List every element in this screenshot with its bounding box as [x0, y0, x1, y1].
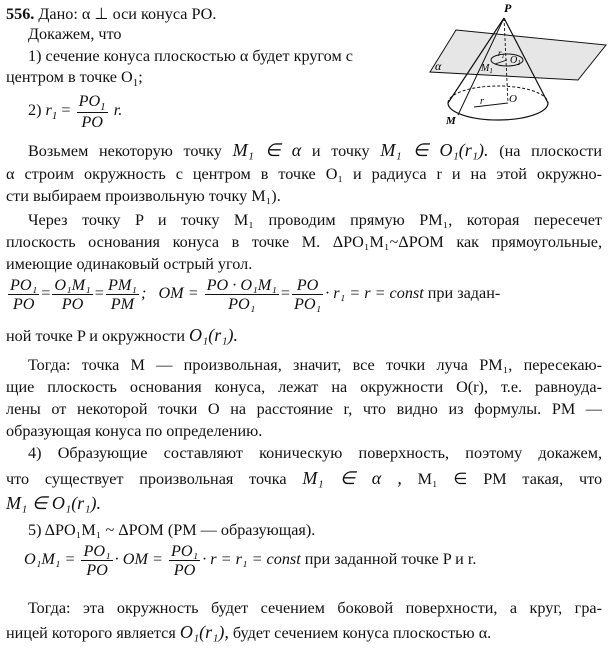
- p2-line-1: Через точку P и точку M₁ проводим прямую PM₁, которая пересечет: [28, 211, 602, 229]
- p1-text-a: Возьмем некоторую точку: [28, 142, 222, 160]
- eq1-frac-3-den: PM: [110, 295, 135, 313]
- claim-2-r: r: [45, 101, 52, 120]
- claim-2-tail: r.: [113, 101, 123, 120]
- given-text: Дано: α ⊥ оси конуса РО.: [38, 5, 217, 23]
- p3-line-3: лены от некоторой точки O на расстояние r, что видно из формулы. PM —: [6, 400, 602, 418]
- p4-formula-m1-in-alpha: M₁ ∈ α ,: [302, 468, 402, 488]
- p1-line-2: α строим окружность с центром в точке O₁ и радиуса r и на этой окружно-: [6, 165, 602, 183]
- plane-alpha: [430, 30, 606, 80]
- equation-1: $\frac{\text{PO₁}}{PO}$ = $\frac{\text{O₁M₁}}{PO}$ = $\frac{\text{PM₁}}{PM}$ ; OM = $\frac{\text{PO · O₁M₁}}{\text{PO₁}}$ = $\frac{PO}{\text{PO₁}}$ · r₁ = r = const при задан-: [10, 276, 501, 313]
- label-alpha: α: [435, 59, 442, 73]
- eq2-mid: · OM =: [114, 550, 163, 569]
- eq1-frac-4: [205, 276, 279, 313]
- eq1-frac-1-num: PO₁: [10, 276, 38, 294]
- eq2-text: при заданной точке P и r.: [304, 550, 477, 569]
- label-m1-main: M: [481, 63, 490, 74]
- p4-word-b: существует: [44, 470, 124, 488]
- p4-word-a: что: [6, 470, 30, 488]
- eq1-continuation: [6, 325, 602, 346]
- eq1-frac-1-den: PO: [12, 295, 35, 313]
- eq2-frac-1-num: PO₁: [83, 542, 111, 560]
- claim-2: 2) $r_1$ = $\frac{PO_1}{PO}$ r.: [28, 92, 123, 131]
- p6-formula: O₁(r₁),: [179, 622, 229, 642]
- p4-line-1: 4) Образующие составляют коническую поверхность, поэтому докажем,: [28, 444, 602, 462]
- eq1-frac-5: [292, 276, 323, 313]
- p4-word-c: произвольная: [139, 470, 234, 488]
- claim-2-numerator: PO: [78, 92, 101, 110]
- p1-line-3: сти выбираем произвольную точку M₁).: [6, 187, 281, 205]
- eq1-om: OM =: [158, 284, 199, 303]
- label-r1-main: r: [498, 48, 502, 58]
- claim-2-fraction: [77, 92, 108, 131]
- claim-2-denominator: PO: [81, 113, 103, 131]
- eq2-tail: · r = r₁ = const: [202, 550, 301, 569]
- eq1-text: при задан-: [427, 284, 501, 303]
- p4-word-d: точка: [249, 470, 287, 488]
- eq1-frac-3: [106, 276, 139, 313]
- eq2-frac-2: [169, 542, 200, 579]
- eq1-cont-text: ной точке P и окружности: [6, 327, 185, 345]
- p1-formula-m1-on-circle: M₁ ∈ O₁(r₁).: [380, 140, 489, 160]
- problem-number: 556.: [6, 5, 35, 23]
- eq1-frac-2-num: O₁M₁: [54, 276, 91, 294]
- claim-1-line-1: [6, 46, 410, 66]
- p1-formula-m1-in-alpha: M₁ ∈ α: [232, 140, 302, 160]
- claim-1-end: ;: [138, 68, 143, 86]
- label-o: O: [509, 93, 517, 105]
- eq2-frac-2-den: PO: [173, 561, 196, 579]
- label-r: r: [480, 96, 484, 107]
- p2-line-2: плоскость основания конуса в точке M. ΔPO₁M₁~ΔPOM как прямоугольные,: [6, 233, 602, 251]
- p4-line-2: [6, 468, 602, 489]
- label-m: M: [446, 115, 456, 127]
- eq1-tail: · r₁ = r = const: [325, 284, 424, 303]
- eq1-frac-3-num: PM₁: [107, 276, 137, 294]
- prove-intro: Докажем, что: [28, 25, 122, 43]
- eq2-lhs: O₁M₁ =: [24, 550, 76, 569]
- eq1-frac-5-den: PO₁: [293, 295, 322, 313]
- eq1-frac-2-den: PO: [61, 295, 84, 313]
- claim-2-label: 2): [28, 101, 42, 120]
- cone-diagram: [418, 0, 608, 132]
- p3-line-1: Тогда: точка M — произвольная, значит, все точки луча PM₁, пересекаю-: [28, 356, 602, 374]
- label-p: P: [504, 1, 512, 15]
- eq1-frac-4-den: PO₁: [228, 295, 256, 313]
- eq2-frac-1: [81, 542, 112, 579]
- eq1-frac-1: [8, 276, 39, 313]
- label-r1-sub: 1: [501, 54, 505, 60]
- p6-line-2: [6, 622, 602, 643]
- claim-1-text: 1) сечение конуса плоскостью α будет кругом с: [28, 47, 353, 65]
- p4-formula-m1-in-pm: M₁ ∈ PM такая,: [417, 470, 564, 488]
- eq1-frac-2: [52, 276, 92, 313]
- eq2-frac-1-den: PO: [86, 561, 108, 579]
- p5-line-1: 5) ΔPO₁M₁ ~ ΔPOM (PM — образующая).: [28, 521, 316, 539]
- p4-word-g: что: [578, 470, 603, 488]
- p6-text-a: ницей которого является: [6, 624, 176, 642]
- claim-2-numerator-sub: 1: [100, 101, 106, 113]
- p3-line-4: образующая конуса по определению.: [6, 422, 263, 440]
- p1-text-b: и точку: [311, 142, 370, 160]
- base-circle-back: [448, 86, 548, 103]
- label-o1-sub: 1: [517, 59, 521, 67]
- p2-line-3: имеющие одинаковый острый угол.: [6, 255, 253, 273]
- eq1-frac-4-num: PO · O₁M₁: [206, 276, 277, 294]
- claim-1-center-sub: 1: [132, 77, 139, 89]
- p1-line-1: [6, 140, 602, 161]
- p6-text-b: будет сечением конуса плоскостью α.: [232, 624, 492, 642]
- p1-text-c: (на плоскости: [499, 142, 603, 160]
- claim-2-r-sub: 1: [51, 110, 58, 123]
- claim-1-center-text: центром в точке O: [6, 68, 133, 86]
- p3-line-2: щие плоскость основания конуса, лежат на окружности O(r), т.е. равноуда-: [6, 378, 602, 396]
- eq1-separator: ;: [140, 284, 147, 303]
- p6-line-1: Тогда: эта окружность будет сечением боковой поверхности, а круг, гра-: [28, 599, 602, 617]
- eq2-frac-2-num: PO₁: [170, 542, 199, 560]
- p4-line-3: M₁ ∈ O₁(r₁).: [6, 493, 101, 513]
- label-m1-sub: 1: [489, 67, 493, 75]
- eq1-cont-formula: O₁(r₁).: [189, 325, 239, 345]
- label-o1-main: O: [510, 55, 518, 66]
- equation-2: [24, 542, 476, 579]
- eq1-frac-5-num: PO: [292, 276, 323, 295]
